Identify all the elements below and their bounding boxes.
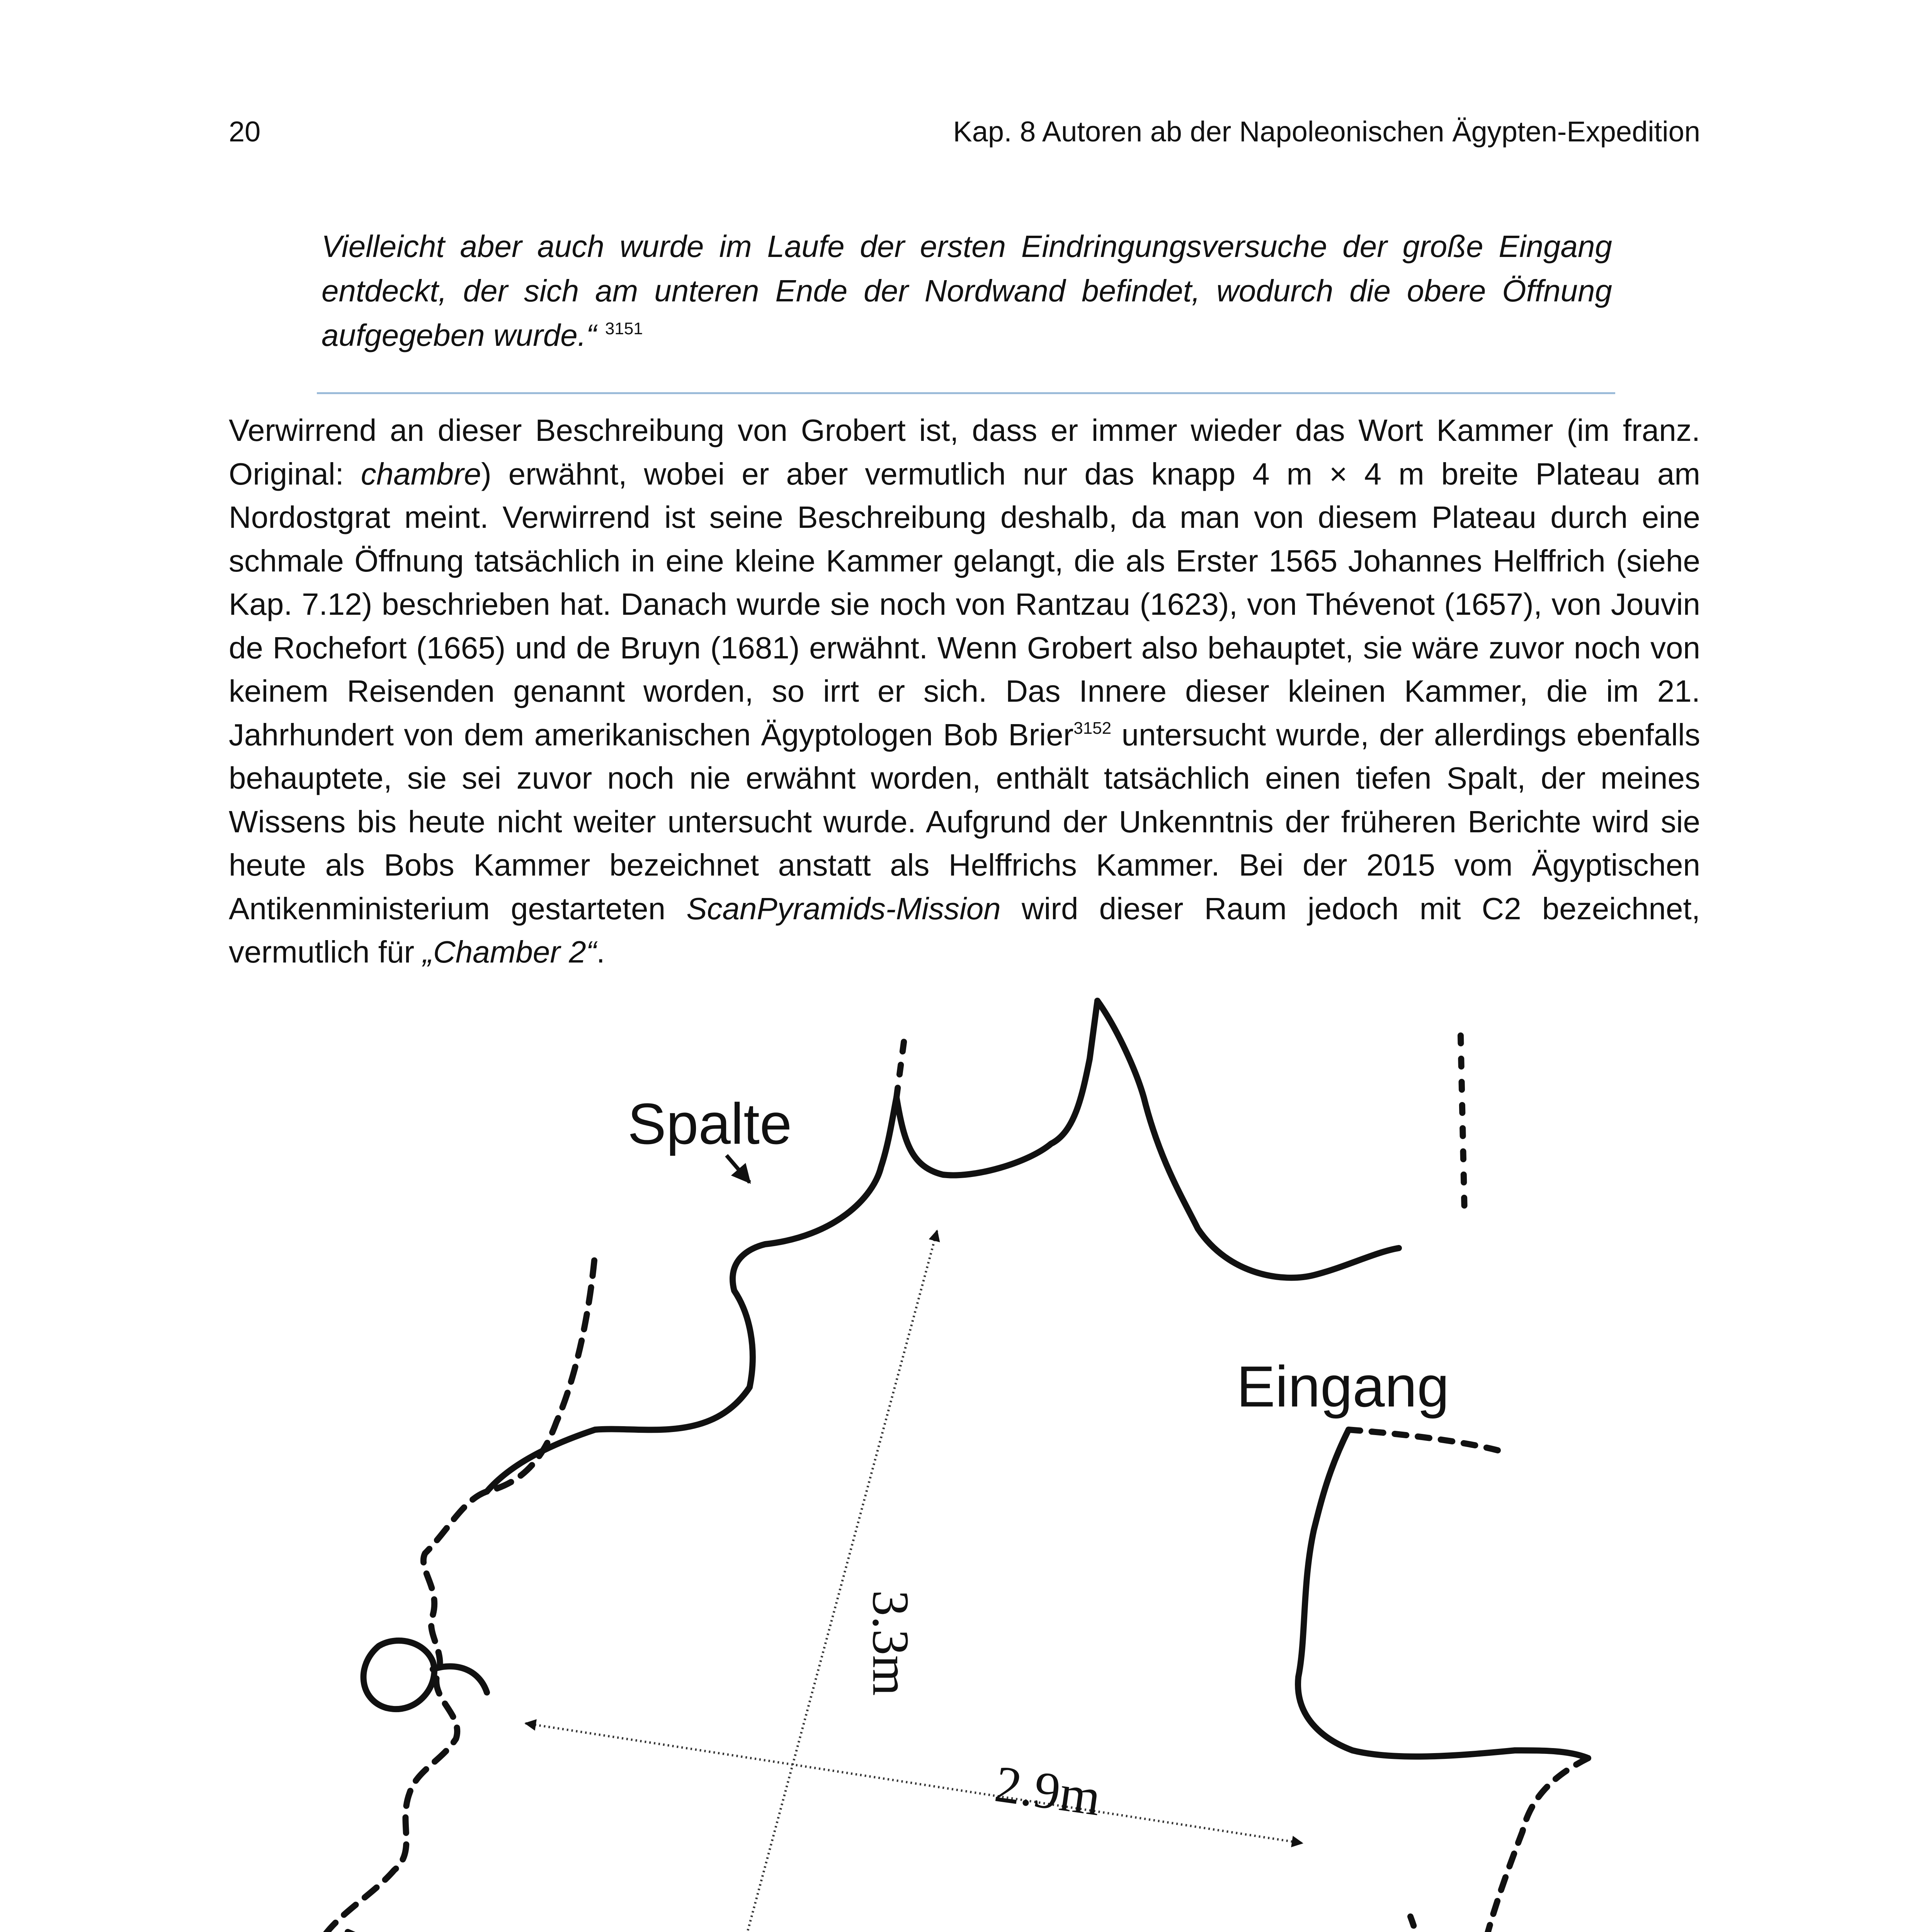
- quote-footnote-ref[interactable]: 3151: [605, 319, 643, 338]
- running-head: Kap. 8 Autoren ab der Napoleonischen Ägypten-Expedition: [953, 116, 1700, 148]
- quote-divider: [317, 392, 1615, 394]
- body-text-4: wird dieser Raum jedoch mit C2 bezeichnet, vermutlich für: [229, 891, 1700, 969]
- spalte-pointer: [726, 1155, 750, 1182]
- body-italic-chambre: chambre: [361, 456, 481, 491]
- floor-plan-figure: [216, 981, 1723, 1932]
- measure-width: 2.9m: [991, 1755, 1104, 1827]
- measure-height: 3.3m: [862, 1590, 919, 1696]
- body-paragraph: [229, 409, 1700, 974]
- floor-plan-drawing: [216, 981, 1723, 1932]
- body-text-2: ) erwähnt, wobei er aber vermutlich nur das knapp 4 m × 4 m breite Plateau am Nordostgrat meint. Verwirrend ist seine Beschreibung deshalb, da man von diesem Plateau durch eine schmale Öffnung tatsächlich in eine kleine Kammer gelangt, die als Erster 1565 Johannes Helffrich (siehe Kap. 7.12) beschrieben hat. Danach wurde sie noch von Rantzau (1623), von Thévenot (1657), von Jouvin de Rochefort (1665) und de Bruyn (1681) erwähnt. Wenn Grobert also behauptet, sie wäre zuvor noch von keinem Reisenden genannt worden, so irrt er sich. Das Innere dieser kleinen Kammer, die im 21. Jahrhundert von dem amerikanischen Ägyptologen Bob Brier: [229, 456, 1701, 752]
- chamber-outline: [317, 1001, 1588, 1932]
- width-dimension-line: [526, 1723, 1302, 1843]
- body-text-3: untersucht wurde, der allerdings ebenfalls behauptete, sie sei zuvor noch nie erwähnt worden, enthält tatsächlich einen tiefen Spalt, der meines Wissens bis heute nicht weiter untersucht wurde. Aufgrund der Unkenntnis der früheren Berichte wird sie heute als Bobs Kammer bezeichnet anstatt als Helffrichs Kammer. Bei der 2015 vom Ägyptischen Antikenministerium gestarteten: [229, 717, 1700, 926]
- quote-text: Vielleicht aber auch wurde im Laufe der ersten Eindringungsversuche der große Eingang entdeckt, der sich am unteren Ende der Nordwand befindet, wodurch die obere Öffnung aufgegeben wurde.“: [321, 229, 1612, 352]
- body-italic-chamber2: „Chamber 2“: [423, 935, 597, 969]
- body-text-1: Verwirrend an dieser Beschreibung von Grobert ist, dass er immer wieder das Wort Kammer (im franz. Original:: [229, 413, 1700, 491]
- body-text-5: .: [596, 935, 605, 969]
- page-number: 20: [229, 116, 261, 148]
- body-italic-scanpyramids: ScanPyramids-Mission: [686, 891, 1001, 926]
- height-dimension-line: [713, 1231, 937, 1932]
- block-quote: [321, 224, 1612, 357]
- label-eingang: Eingang: [1237, 1354, 1449, 1419]
- label-spalte: Spalte: [628, 1091, 792, 1156]
- body-footnote-ref[interactable]: 3152: [1073, 718, 1112, 738]
